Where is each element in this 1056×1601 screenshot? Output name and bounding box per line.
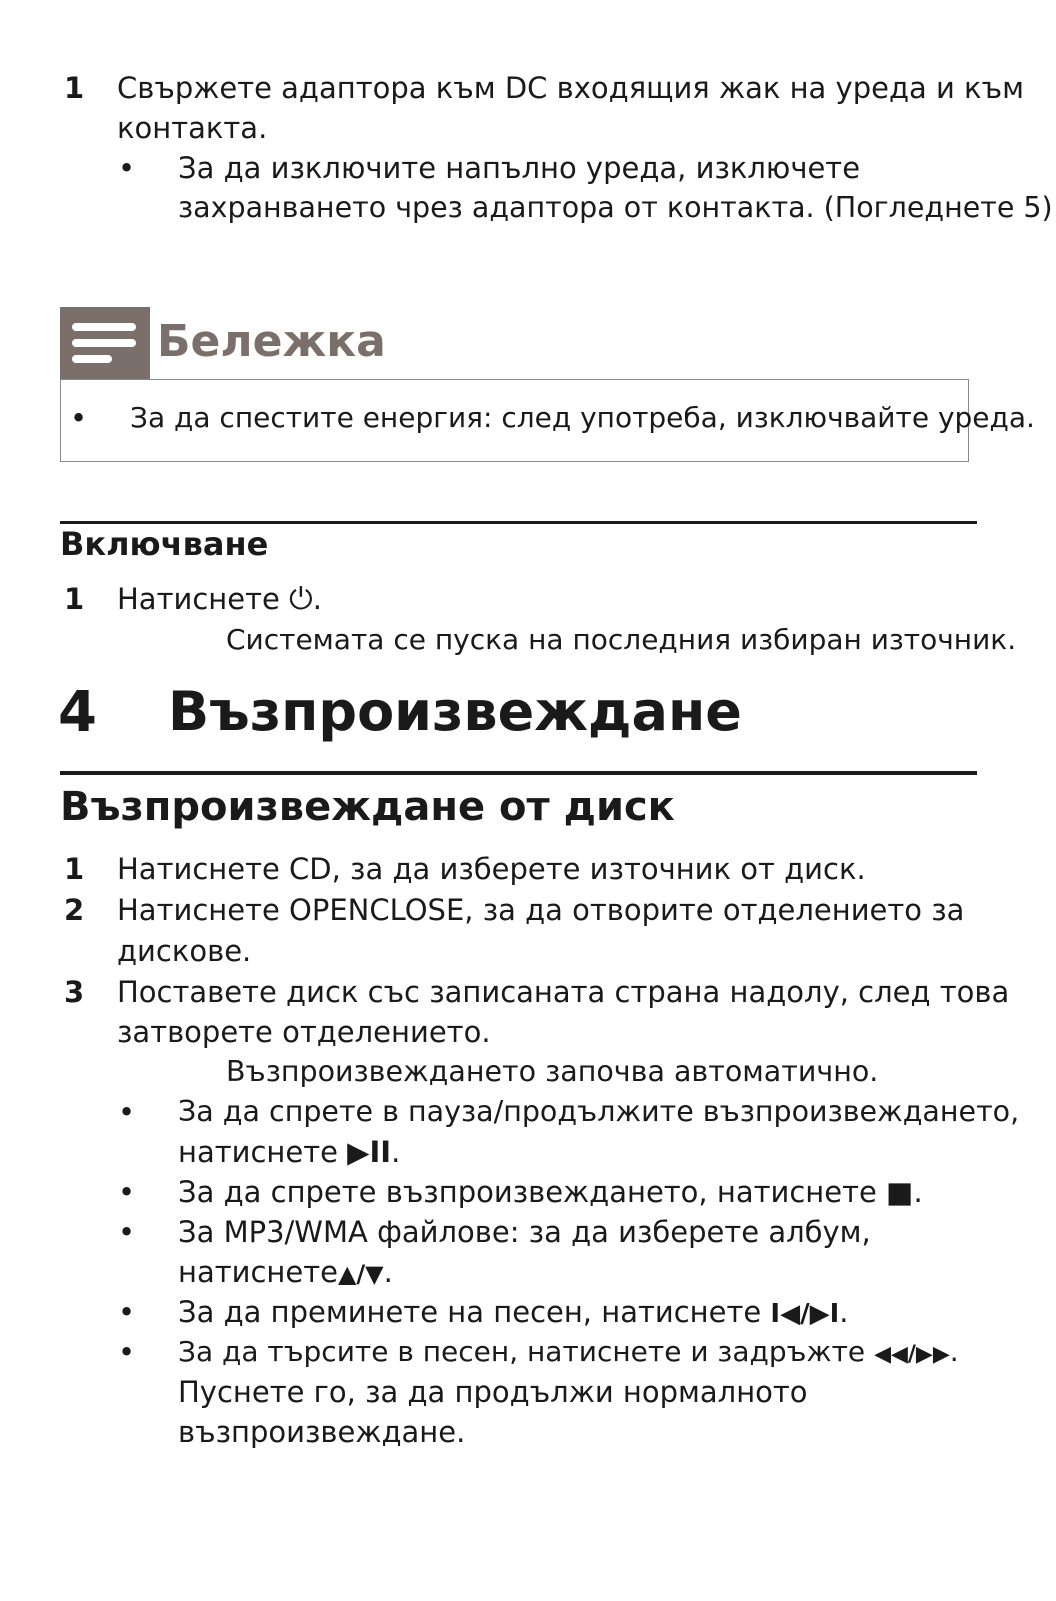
play-pause-icon: ▶II [347, 1135, 392, 1169]
step-number: 3 [64, 975, 85, 1009]
step-text-label: Натиснете [117, 582, 280, 616]
bullet-text: За да спрете в пауза/продължите възпроизвеждането, [178, 1095, 1020, 1128]
step-number: 1 [64, 582, 85, 616]
bullet-text-label: натиснете [178, 1135, 348, 1169]
step-result: Системата се пуска на последния избиран източник. [226, 623, 1017, 656]
up-down-icon: ▲/▼ [337, 1260, 384, 1288]
bullet-dot: • [118, 1215, 136, 1249]
step-number: 1 [64, 71, 85, 105]
bullet-text [178, 1172, 923, 1212]
note-title: Бележка [157, 316, 386, 367]
bullet-text-cont: захранването чрез адаптора от контакта. (Погледнете 5) [178, 191, 1053, 224]
period: . [391, 1135, 401, 1169]
bullet-text-label: натиснете [178, 1255, 338, 1289]
step-text [117, 579, 322, 620]
section-heading: Възпроизвеждане от диск [60, 784, 675, 830]
search-rewind-forward-icon: ◀◀/▶▶ [874, 1342, 950, 1367]
bullet-text: За да изключите напълно уреда, изключете [178, 151, 861, 185]
step-number: 1 [64, 852, 85, 886]
bullet-text-label: За да преминете на песен, натиснете [178, 1295, 771, 1329]
step-text: Натиснете CD, за да изберете източник от диск. [117, 852, 866, 886]
bullet-dot: • [118, 1335, 136, 1369]
step-text-cont: дискове. [117, 934, 252, 968]
section-heading: Включване [60, 525, 269, 563]
step-text: Натиснете OPENCLOSE, за да отворите отделението за [117, 893, 965, 927]
note-lines-icon [60, 307, 150, 380]
bullet-dot: • [118, 1175, 136, 1209]
bullet-text-cont [178, 1252, 393, 1294]
section-divider [60, 521, 977, 524]
bullet-text [178, 1332, 959, 1375]
power-icon: ⏻ [289, 582, 313, 617]
chapter-divider [60, 771, 977, 775]
step-text: Поставете диск със записаната страна надолу, след това [117, 975, 1010, 1009]
step-text-cont: контакта. [117, 111, 268, 145]
bullet-text-label: За да спрете възпроизвеждането, натиснете [178, 1175, 887, 1209]
stop-icon: ■ [886, 1175, 914, 1209]
step-text-cont: затворете отделението. [117, 1015, 491, 1049]
bullet-text-label: За да търсите в песен, натиснете и задръжте [178, 1335, 875, 1368]
bullet-text-cont [178, 1132, 400, 1172]
step-result: Възпроизвеждането започва автоматично. [226, 1055, 879, 1088]
note-text: За да спестите енергия: след употреба, изключвайте уреда. [130, 401, 1035, 434]
chapter-number: 4 [58, 680, 97, 745]
period: . [913, 1175, 923, 1209]
bullet-text-cont: възпроизвеждане. [178, 1415, 466, 1449]
bullet-text [178, 1292, 848, 1334]
period: . [383, 1255, 393, 1289]
bullet-dot: • [118, 151, 136, 185]
bullet-text: За MP3/WMA файлове: за да изберете албум, [178, 1215, 871, 1249]
period: . [949, 1335, 959, 1368]
bullet-text-cont: Пуснете го, за да продължи нормалното [178, 1375, 808, 1409]
bullet-dot: • [118, 1095, 136, 1129]
skip-prev-next-icon: I◀/▶I [770, 1299, 840, 1329]
bullet-dot: • [118, 1295, 136, 1329]
step-text: Свържете адаптора към DC входящия жак на уреда и към [117, 71, 1024, 105]
period: . [312, 582, 322, 616]
period: . [839, 1295, 849, 1329]
bullet-dot: • [70, 401, 88, 435]
step-number: 2 [64, 893, 85, 927]
chapter-title: Възпроизвеждане [168, 680, 742, 743]
